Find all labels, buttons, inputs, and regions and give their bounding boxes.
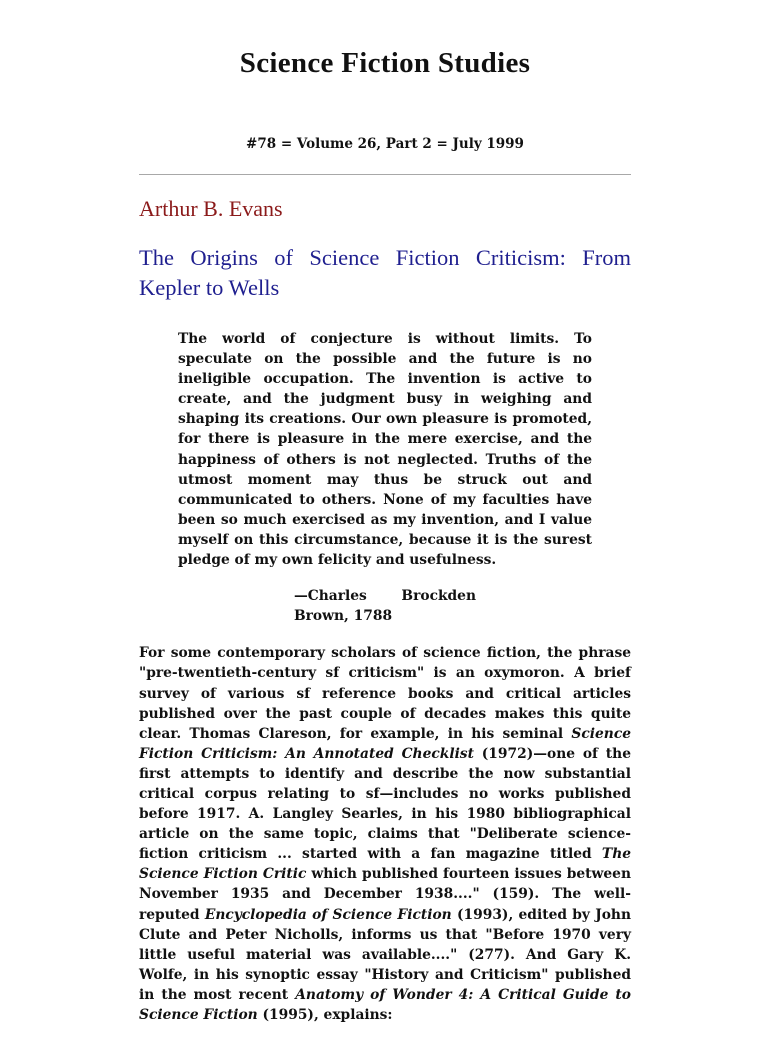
text-run: which published fourteen issues between November 1935 and December 1938...." (159). The well-reputed <box>139 866 631 923</box>
book-title: Science Fiction Criticism: An Annotated Checklist <box>139 725 631 762</box>
article-page <box>139 0 631 1039</box>
magazine-title: The Science Fiction Critic <box>139 846 631 883</box>
epigraph-attribution: —Charles Brockden Brown, 1788 <box>294 588 476 625</box>
author-name: Arthur B. Evans <box>139 196 283 221</box>
text-run: For some contemporary scholars of science fiction, the phrase "pre-twentieth-century sf criticism" is an oxymoron. A brief survey of various sf reference books and critical articles published over the past couple of decades makes this quite clear. Thomas Clareson, for example, in his seminal <box>139 645 631 742</box>
text-run: (1995), explains: <box>257 1007 393 1023</box>
journal-title: Science Fiction Studies <box>239 47 531 79</box>
divider <box>139 174 631 175</box>
article-title: The Origins of Science Fiction Criticism: From Kepler to Wells <box>139 245 631 300</box>
text-run: (1993), edited by John Clute and Peter Nicholls, informs us that "Before 1970 very little useful material was available...." (277). And Gary K. Wolfe, in his synoptic essay "History and Criticism" published in the most recent <box>139 906 631 1003</box>
book-title: Anatomy of Wonder 4: A Critical Guide to Science Fiction <box>139 986 631 1023</box>
text-run: (1972)—one of the first attempts to identify and describe the now substantial critical corpus relating to sf—includes no works published before 1917. A. Langley Searles, in his 1980 bibliographical article on the same topic, claims that "Deliberate science-fiction criticism ... started with a fan magazine titled <box>139 745 631 863</box>
body-paragraph <box>139 643 631 1025</box>
issue-line: #78 = Volume 26, Part 2 = July 1999 <box>246 136 524 152</box>
epigraph-quote: The world of conjecture is without limits. To speculate on the possible and the future is no ineligible occupation. The invention is active to create, and the judgment busy in weighing and shaping its creations. Our own pleasure is promoted, for there is pleasure in the mere exercise, and the happiness of others is not neglected. Truths of the utmost moment may thus be struck out and communicated to others. None of my faculties have been so much exercised as my invention, and I value myself on this circumstance, because it is the surest pledge of my own felicity and usefulness. <box>178 331 592 569</box>
book-title: Encyclopedia of Science Fiction <box>204 906 452 923</box>
